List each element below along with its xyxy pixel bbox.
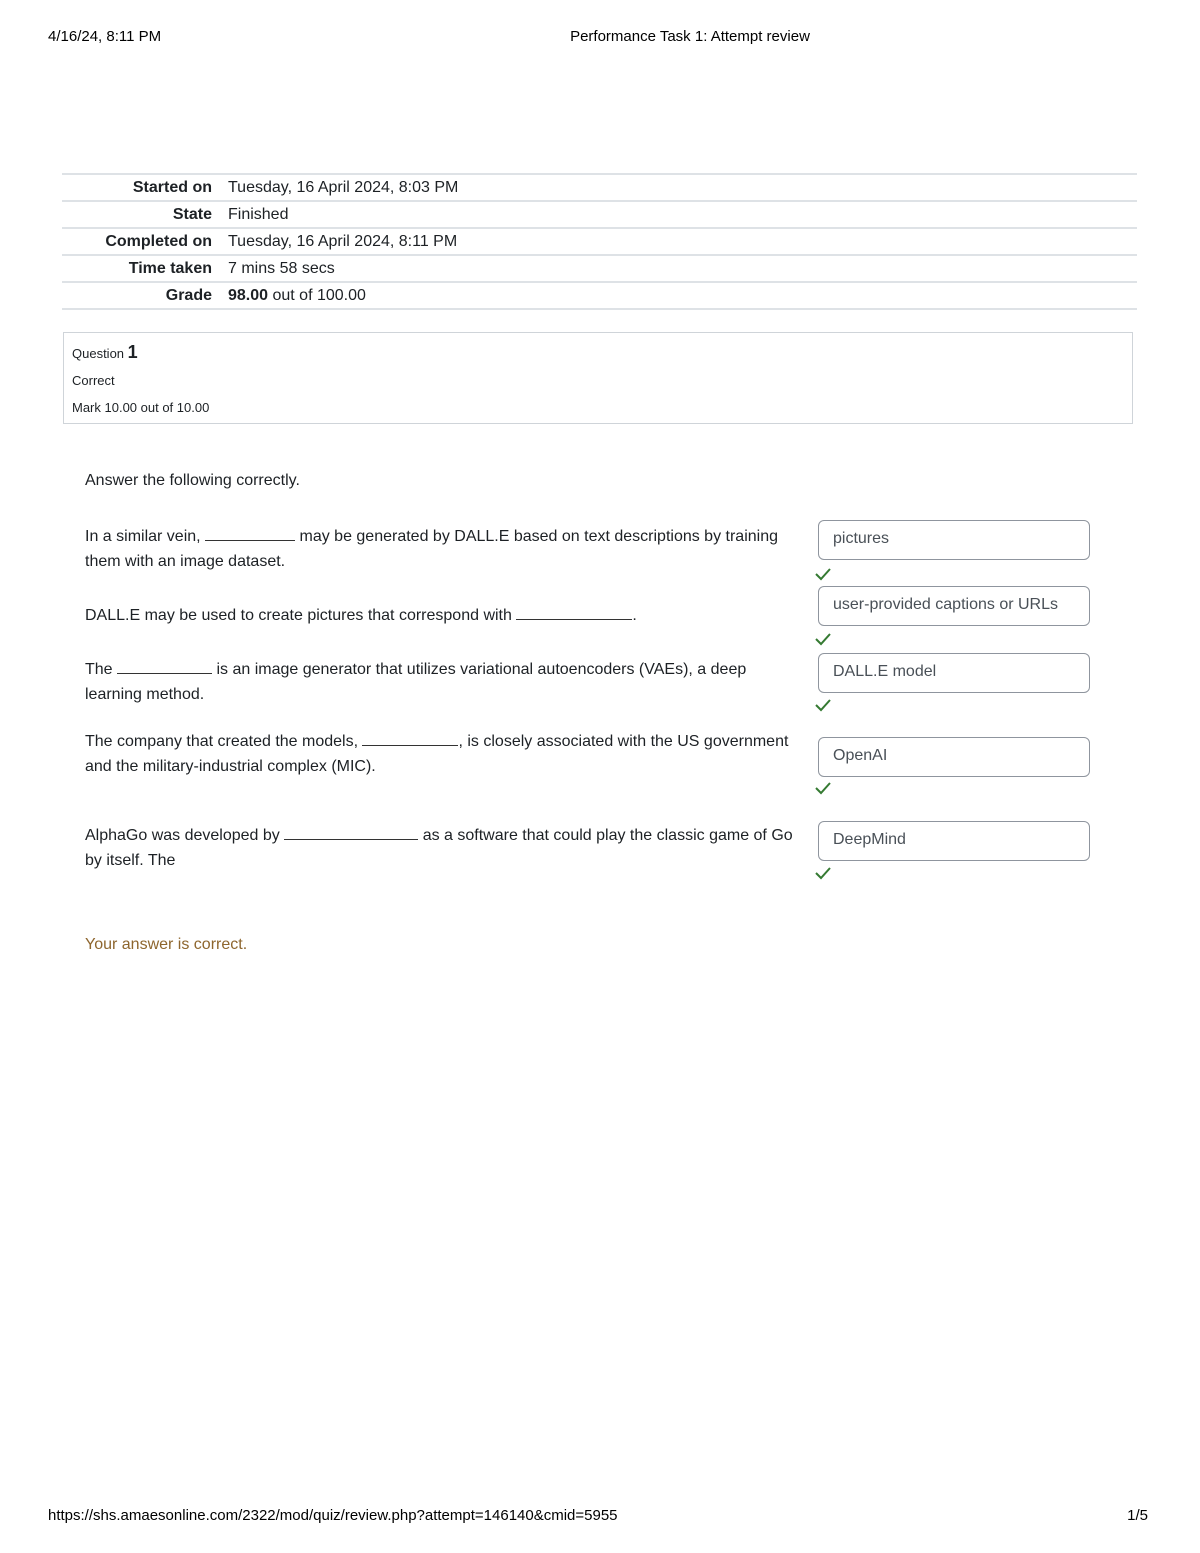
summary-row [62, 255, 1137, 282]
summary-value: Tuesday, 16 April 2024, 8:11 PM [222, 228, 1137, 255]
answer-input[interactable]: OpenAI [818, 737, 1090, 777]
summary-value: Tuesday, 16 April 2024, 8:03 PM [222, 174, 1137, 201]
correct-check-icon [814, 779, 832, 797]
question-prefix: Question [72, 346, 125, 361]
answer-input[interactable]: DALL.E model [818, 653, 1090, 693]
print-title: Performance Task 1: Attempt review [570, 28, 810, 45]
text-before: In a similar vein, [85, 528, 206, 545]
correct-check-icon [814, 565, 832, 583]
print-header [0, 28, 1200, 48]
question-mark: Mark 10.00 out of 10.00 [72, 400, 210, 415]
text-before: AlphaGo was developed by [85, 827, 285, 844]
text-after: , is closely associated with the US government and the military-industrial complex (MIC). [85, 733, 789, 775]
text-before: The [85, 661, 118, 678]
question-text [85, 823, 801, 873]
text-after: . [632, 607, 637, 624]
grade-suffix: out of 100.00 [268, 286, 366, 304]
summary-row-grade [62, 282, 1137, 309]
question-text [85, 729, 801, 779]
summary-label: Completed on [62, 228, 222, 255]
text-before: DALL.E may be used to create pictures that correspond with [85, 607, 517, 624]
blank-line [516, 605, 632, 620]
page-url: https://shs.amaesonline.com/2322/mod/quiz/review.php?attempt=146140&cmid=5955 [48, 1507, 618, 1524]
answer-input[interactable]: user-provided captions or URLs [818, 586, 1090, 626]
grade-value: 98.00 [228, 286, 269, 304]
correct-check-icon [814, 696, 832, 714]
page-number: 1/5 [1127, 1507, 1148, 1524]
answer-input[interactable]: pictures [818, 520, 1090, 560]
question-state: Correct [72, 373, 115, 388]
text-after: as a software that could play the classic game of Go by itself. The [85, 827, 793, 869]
grade-label: Grade [62, 282, 222, 309]
answer-input[interactable]: DeepMind [818, 821, 1090, 861]
summary-row [62, 174, 1137, 201]
text-after: may be generated by DALL.E based on text descriptions by training them with an image dataset. [85, 528, 778, 570]
summary-row [62, 201, 1137, 228]
blank-line [284, 825, 418, 840]
blank-line [117, 659, 212, 674]
question-number [72, 342, 138, 363]
answer-feedback: Your answer is correct. [85, 936, 248, 953]
blank-line [362, 731, 458, 746]
correct-check-icon [814, 630, 832, 648]
summary-value: Finished [222, 201, 1137, 228]
summary-label: State [62, 201, 222, 228]
summary-label: Time taken [62, 255, 222, 282]
question-number-value: 1 [127, 342, 138, 362]
text-after: is an image generator that utilizes variational autoencoders (VAEs), a deep learning method. [85, 661, 747, 703]
grade-cell [222, 282, 1137, 309]
text-before: The company that created the models, [85, 733, 363, 750]
correct-check-icon [814, 864, 832, 882]
summary-label: Started on [62, 174, 222, 201]
blank-line [205, 526, 295, 541]
question-info-box [63, 332, 1133, 424]
print-footer [0, 1507, 1200, 1527]
question-text [85, 524, 801, 574]
question-prompt: Answer the following correctly. [85, 472, 300, 489]
question-text [85, 603, 801, 628]
print-date: 4/16/24, 8:11 PM [48, 28, 162, 45]
summary-row [62, 228, 1137, 255]
attempt-summary-table [62, 173, 1137, 310]
summary-value: 7 mins 58 secs [222, 255, 1137, 282]
question-text [85, 657, 801, 707]
